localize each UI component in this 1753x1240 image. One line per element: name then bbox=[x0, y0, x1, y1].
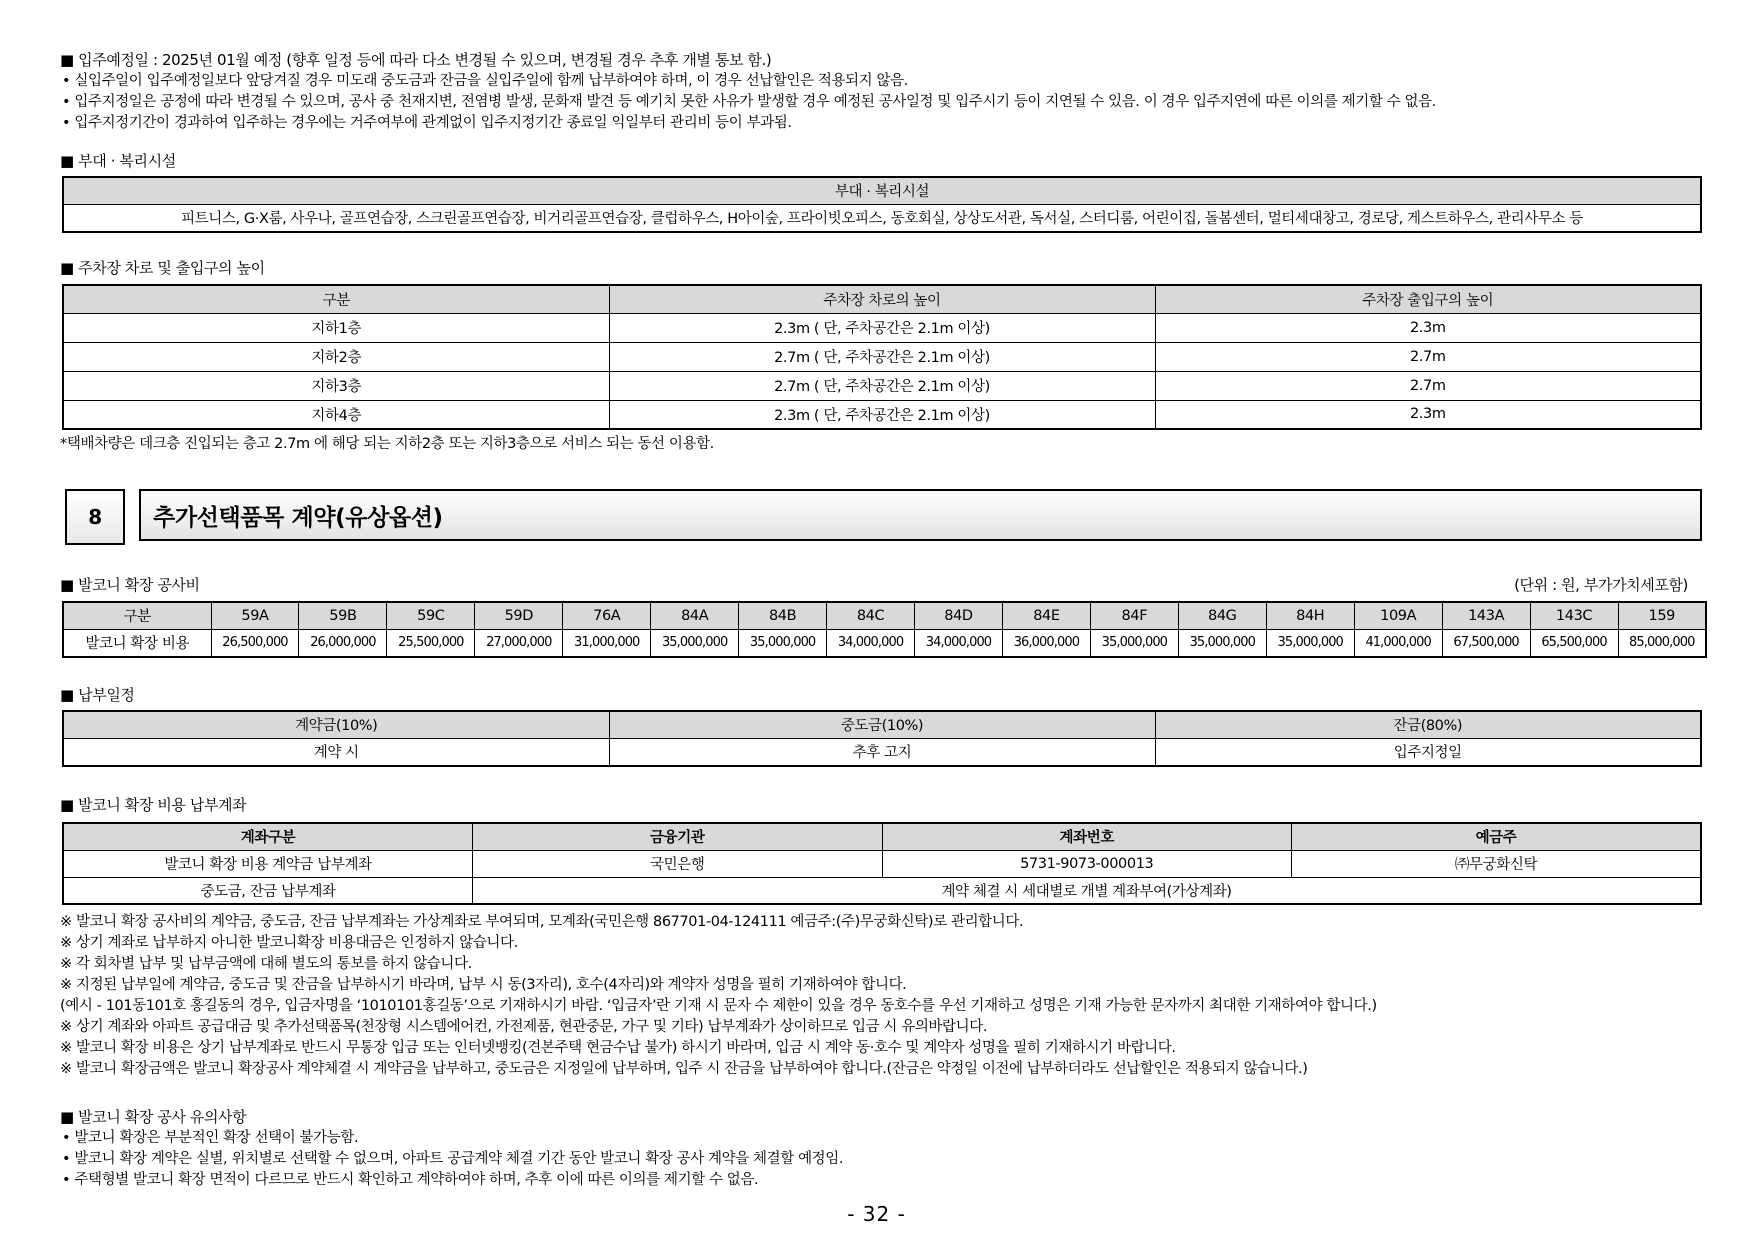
table-cell: 2.3m bbox=[1155, 313, 1701, 342]
account-notes bbox=[60, 912, 1710, 1080]
balcony-cost-value: 34,000,000 bbox=[827, 629, 915, 657]
unit-label: (단위 : 원, 부가가치세포함) bbox=[1514, 576, 1688, 594]
balcony-cost-heading: ■ 발코니 확장 공사비 bbox=[60, 576, 200, 594]
caution-item: • 발코니 확장 계약은 실별, 위치별로 선택할 수 없으며, 아파트 공급계약 체결 기간 동안 발코니 확장 공사 계약을 체결할 예정임. bbox=[62, 1151, 844, 1167]
table-header: 잔금(80%) bbox=[1155, 711, 1701, 738]
section-number: 8 bbox=[65, 489, 125, 545]
facilities-table-wrap bbox=[62, 176, 1702, 233]
account-note: ※ 상기 계좌와 아파트 공급대금 및 추가선택품목(천장형 시스템에어컨, 가전제품, 현관중문, 가구 및 기타) 납부계좌가 상이하므로 입금 시 유의바랍니다. bbox=[60, 1019, 988, 1035]
table-row bbox=[63, 313, 1701, 342]
table-cell: 2.7m bbox=[1155, 371, 1701, 400]
table-header: 금융기관 bbox=[473, 823, 883, 850]
cautions-section bbox=[60, 1107, 1710, 1191]
balcony-cost-value: 26,500,000 bbox=[211, 629, 299, 657]
unit-type-header: 84F bbox=[1090, 602, 1178, 629]
table-header: 주차장 출입구의 높이 bbox=[1155, 285, 1701, 313]
balcony-cost-value: 35,000,000 bbox=[1178, 629, 1266, 657]
balcony-cost-value: 27,000,000 bbox=[475, 629, 563, 657]
caution-item: • 발코니 확장은 부분적인 확장 선택이 불가능함. bbox=[62, 1130, 359, 1146]
account-note: (예시 - 101동101호 홍길동의 경우, 입금자명을 ‘1010101홍길동’으로 기재하시기 바람. ‘입금자’란 기재 시 문자 수 제한이 있을 경우 동호수를 우선 기재하고 성명은 기재 가능한 문자까지 최대한 기재하여야 합니다.) bbox=[60, 998, 1377, 1014]
unit-type-header: 143C bbox=[1530, 602, 1618, 629]
facilities-table bbox=[62, 176, 1702, 233]
balcony-cost-value: 26,000,000 bbox=[299, 629, 387, 657]
table-row bbox=[63, 400, 1701, 429]
balcony-cost-value: 67,500,000 bbox=[1442, 629, 1530, 657]
balcony-cost-value: 34,000,000 bbox=[915, 629, 1003, 657]
section-title: 추가선택품목 계약(유상옵션) bbox=[139, 489, 1702, 541]
table-cell: 지하3층 bbox=[63, 371, 609, 400]
section-header bbox=[63, 489, 1704, 545]
facilities-list: 피트니스, G·X룸, 사우나, 골프연습장, 스크린골프연습장, 비거리골프연습장, 클럽하우스, H아이숲, 프라이빗오피스, 동호회실, 상상도서관, 독서실, 스터디룸, 어린이집, 돌봄센터, 멀티세대창고, 경로당, 게스트하우스, 관리사무소 등 bbox=[63, 204, 1701, 232]
move-in-heading: ■ 입주예정일 : 2025년 01월 예정 (향후 일정 등에 따라 다소 변경될 수 있으며, 변경될 경우 추후 개별 통보 함.) bbox=[60, 51, 772, 69]
unit-type-header: 84G bbox=[1178, 602, 1266, 629]
balcony-cost-table-wrap bbox=[62, 601, 1707, 658]
table-header: 구분 bbox=[63, 285, 609, 313]
unit-type-header: 109A bbox=[1354, 602, 1442, 629]
table-cell: 중도금, 잔금 납부계좌 bbox=[63, 877, 473, 904]
table-cell: 2.3m ( 단, 주차공간은 2.1m 이상) bbox=[609, 400, 1155, 429]
table-cell: 입주지정일 bbox=[1155, 738, 1701, 766]
table-cell: 5731-9073-000013 bbox=[882, 850, 1292, 877]
table-cell: 추후 고지 bbox=[609, 738, 1155, 766]
unit-type-header: 84H bbox=[1266, 602, 1354, 629]
balcony-cost-value: 85,000,000 bbox=[1618, 629, 1706, 657]
move-in-bullet: • 입주지정기간이 경과하여 입주하는 경우에는 거주여부에 관계없이 입주지정기간 종료일 익일부터 관리비 등이 부과됨. bbox=[62, 115, 792, 131]
accounts-table bbox=[62, 822, 1702, 905]
unit-type-header: 143A bbox=[1442, 602, 1530, 629]
payment-schedule-heading: ■ 납부일정 bbox=[60, 686, 135, 704]
payment-schedule-table bbox=[62, 710, 1702, 767]
facilities-heading: ■ 부대 · 복리시설 bbox=[60, 152, 176, 170]
table-header: 계좌구분 bbox=[63, 823, 473, 850]
parking-heading: ■ 주차장 차로 및 출입구의 높이 bbox=[60, 259, 265, 277]
account-note: ※ 발코니 확장 공사비의 계약금, 중도금, 잔금 납부계좌는 가상계좌로 부여되며, 모계좌(국민은행 867701-04-124111 예금주:(주)무궁화신탁)로 관리합니다. bbox=[60, 914, 1024, 930]
table-row-label: 발코니 확장 비용 bbox=[63, 629, 211, 657]
table-header: 중도금(10%) bbox=[609, 711, 1155, 738]
table-cell: 2.3m ( 단, 주차공간은 2.1m 이상) bbox=[609, 313, 1155, 342]
accounts-section bbox=[60, 795, 1710, 816]
table-cell: 발코니 확장 비용 계약금 납부계좌 bbox=[63, 850, 473, 877]
table-cell: 2.7m bbox=[1155, 342, 1701, 371]
table-row bbox=[63, 342, 1701, 371]
table-cell: 지하2층 bbox=[63, 342, 609, 371]
payment-schedule-table-wrap bbox=[62, 710, 1702, 767]
unit-type-header: 84B bbox=[739, 602, 827, 629]
unit-type-header: 59A bbox=[211, 602, 299, 629]
table-cell: ㈜무궁화신탁 bbox=[1292, 850, 1702, 877]
account-note: ※ 발코니 확장 비용은 상기 납부계좌로 반드시 무통장 입금 또는 인터넷뱅킹(견본주택 현금수납 불가) 하시기 바라며, 입금 시 계약 동·호수 및 계약자 성명을 필히 기재하시기 바랍니다. bbox=[60, 1040, 1176, 1056]
parking-table bbox=[62, 284, 1702, 430]
account-note: ※ 상기 계좌로 납부하지 아니한 발코니확장 비용대금은 인정하지 않습니다. bbox=[60, 935, 518, 951]
move-in-bullet: • 입주지정일은 공정에 따라 변경될 수 있으며, 공사 중 천재지변, 전염병 발생, 문화재 발견 등 예기치 못한 사유가 발생할 경우 예정된 공사일정 및 입주시기 등이 지연될 수 있음. 이 경우 입주지연에 따른 이의를 제기할 수 없음. bbox=[62, 94, 1436, 110]
table-row bbox=[63, 877, 1701, 904]
move-in-bullet: • 실입주일이 입주예정일보다 앞당겨질 경우 미도래 중도금과 잔금을 실입주일에 함께 납부하여야 하며, 이 경우 선납할인은 적용되지 않음. bbox=[62, 73, 908, 89]
table-row bbox=[63, 738, 1701, 766]
balcony-cost-value: 65,500,000 bbox=[1530, 629, 1618, 657]
unit-type-header: 84C bbox=[827, 602, 915, 629]
table-header: 계약금(10%) bbox=[63, 711, 609, 738]
account-note: ※ 각 회차별 납부 및 납부금액에 대해 별도의 통보를 하지 않습니다. bbox=[60, 956, 472, 972]
balcony-cost-value: 35,000,000 bbox=[1090, 629, 1178, 657]
unit-type-header: 84D bbox=[915, 602, 1003, 629]
unit-type-header: 84E bbox=[1002, 602, 1090, 629]
unit-type-header: 59C bbox=[387, 602, 475, 629]
table-cell: 계약 체결 시 세대별로 개별 계좌부여(가상계좌) bbox=[473, 877, 1702, 904]
balcony-cost-value: 36,000,000 bbox=[1002, 629, 1090, 657]
balcony-cost-heading-row bbox=[60, 575, 1688, 596]
parking-table-wrap bbox=[62, 284, 1702, 455]
table-cell: 지하1층 bbox=[63, 313, 609, 342]
unit-type-header: 76A bbox=[563, 602, 651, 629]
caution-item: • 주택형별 발코니 확장 면적이 다르므로 반드시 확인하고 계약하여야 하며, 추후 이에 따른 이의를 제기할 수 없음. bbox=[62, 1172, 759, 1188]
cautions-heading: ■ 발코니 확장 공사 유의사항 bbox=[60, 1108, 247, 1126]
unit-type-header: 159 bbox=[1618, 602, 1706, 629]
balcony-cost-value: 25,500,000 bbox=[387, 629, 475, 657]
unit-type-header: 59D bbox=[475, 602, 563, 629]
table-cell: 계약 시 bbox=[63, 738, 609, 766]
table-cell: 지하4층 bbox=[63, 400, 609, 429]
table-header: 예금주 bbox=[1292, 823, 1702, 850]
table-cell: 2.3m bbox=[1155, 400, 1701, 429]
account-note: ※ 발코니 확장금액은 발코니 확장공사 계약체결 시 계약금을 납부하고, 중도금은 지정일에 납부하며, 입주 시 잔금을 납부하여야 합니다.(잔금은 약정일 이전에 납부하더라도 선납할인은 적용되지 않습니다.) bbox=[60, 1061, 1308, 1077]
page-number: - 32 - bbox=[847, 1202, 906, 1226]
balcony-cost-value: 35,000,000 bbox=[1266, 629, 1354, 657]
table-cell: 2.7m ( 단, 주차공간은 2.1m 이상) bbox=[609, 371, 1155, 400]
table-row bbox=[63, 371, 1701, 400]
facilities-table-header: 부대 · 복리시설 bbox=[63, 177, 1701, 204]
balcony-cost-value: 31,000,000 bbox=[563, 629, 651, 657]
table-cell: 국민은행 bbox=[473, 850, 883, 877]
table-row bbox=[63, 850, 1701, 877]
accounts-table-wrap bbox=[62, 822, 1702, 905]
table-cell: 2.7m ( 단, 주차공간은 2.1m 이상) bbox=[609, 342, 1155, 371]
accounts-heading: ■ 발코니 확장 비용 납부계좌 bbox=[60, 796, 247, 814]
parking-section bbox=[60, 258, 1710, 279]
move-in-section bbox=[60, 50, 1710, 134]
table-header: 주차장 차로의 높이 bbox=[609, 285, 1155, 313]
balcony-cost-value: 41,000,000 bbox=[1354, 629, 1442, 657]
table-header: 구분 bbox=[63, 602, 211, 629]
unit-type-header: 59B bbox=[299, 602, 387, 629]
account-note: ※ 지정된 납부일에 계약금, 중도금 및 잔금을 납부하시기 바라며, 납부 시 동(3자리), 호수(4자리)와 계약자 성명을 필히 기재하여야 합니다. bbox=[60, 977, 907, 993]
payment-schedule-section bbox=[60, 685, 1710, 706]
parking-note: *택배차량은 데크층 진입되는 층고 2.7m 에 해당 되는 지하2층 또는 지하3층으로 서비스 되는 동선 이용함. bbox=[60, 436, 714, 452]
balcony-cost-value: 35,000,000 bbox=[739, 629, 827, 657]
facilities-section bbox=[60, 151, 1710, 172]
table-header: 계좌번호 bbox=[882, 823, 1292, 850]
unit-type-header: 84A bbox=[651, 602, 739, 629]
balcony-cost-value: 35,000,000 bbox=[651, 629, 739, 657]
balcony-cost-table bbox=[62, 601, 1707, 658]
